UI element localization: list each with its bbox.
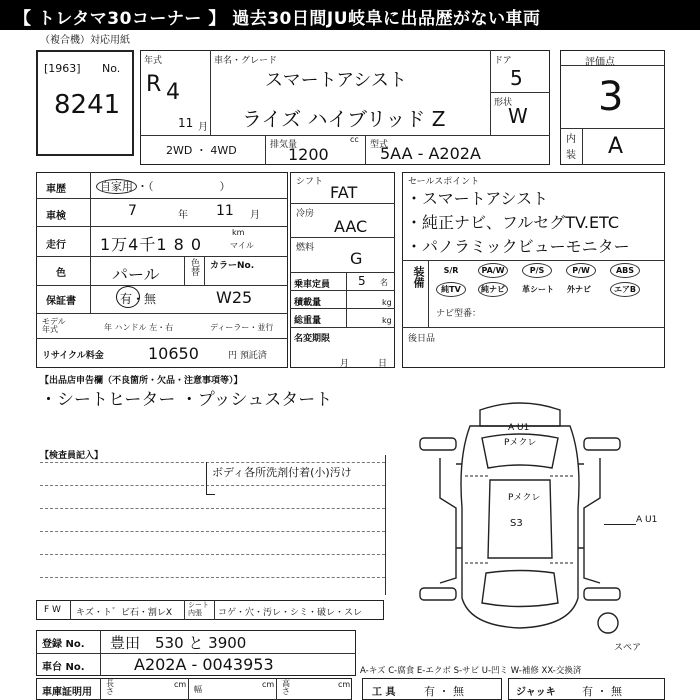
recycle-value: 10650 [148,344,199,363]
warranty-label: 保証書 [46,296,76,307]
sales-points-label: セールスポイント [408,177,480,187]
color-value: パール [112,265,160,284]
score-value: 3 [598,74,624,120]
cert-width-unit: cm [262,680,275,689]
score-label: 評価点 [585,57,615,68]
inspection-label: 車検 [46,211,66,222]
registration-label: 登録 No. [42,639,85,650]
lot-code: [1963] [44,62,81,75]
tools-label: 工 具 [372,687,396,698]
equip-airbag: エアB [610,282,640,297]
drive-type: 2WD ・ 4WD [166,144,237,157]
type-label: 型式 [370,140,389,150]
equip-leather: 革シート [522,285,554,294]
equip-tv: 純TV [436,282,466,297]
car-grade: ライズ ハイブリッド Z [242,107,446,131]
inspection-month-unit: 月 [250,210,260,221]
sales-point-3: ・パノラミックビューモニター [406,237,630,256]
model-year-year: 4 [166,80,180,105]
equip-pw: P/W [566,263,596,278]
mileage-label: 走行 [46,240,66,251]
equip-ext-navi: 外ナビ [567,285,591,294]
warranty-value: 有・無 [120,292,157,306]
mileage-value: 1万4千1 8 0 [100,235,203,254]
name-change-label: 名変期限 [294,334,331,344]
car-name-label: 車名・グレード [214,56,278,66]
equipment-label: 装備 [412,266,425,288]
interior-value: A [608,134,624,159]
displacement-value: 1200 [288,145,329,164]
cert-label: 車庫証明用 [42,687,92,698]
doors-value: 5 [510,66,523,90]
model-type-handle: 年 ハンドル 左・右 [104,323,174,332]
model-year-label: 年式 [144,56,163,66]
damage-mark-side: A U1 [636,515,658,525]
equip-navi: 純ナビ [478,282,508,297]
model-year-month-unit: 月 [198,122,208,133]
seat-label: シート 内張 [188,601,209,617]
color-label: 色 [56,268,66,279]
inspector-note-bracket [206,462,215,495]
jack-label: ジャッキ [516,687,556,698]
load-label: 積載量 [294,298,322,308]
warranty-circle [116,286,140,308]
displacement-label: 排気量 [270,140,298,150]
doors-label: ドア [494,56,512,66]
displacement-unit: cc [350,135,359,144]
colorno-value: W25 [216,288,253,307]
shift-label: シフト [296,177,324,187]
name-change-month: 月 [340,359,350,369]
inspection-year-unit: 年 [178,210,188,221]
fw-text: キズ・ト゛ビ石・割レX [76,608,172,618]
inspector-note: ボディ各所洗剤付着(小)汚け [212,466,352,479]
capacity-label: 乗車定員 [294,280,331,290]
sales-point-2: ・純正ナビ、フルセグTV.ETC [406,213,620,232]
inspection-year: 7 [128,203,137,219]
name-change-day: 日 [378,359,388,369]
chassis-label: 車台 No. [42,662,85,673]
declaration-text: ・シートヒーター ・プッシュスタート [40,390,333,410]
interior-label-2: 装 [566,150,576,161]
ac-value: AAC [334,217,368,236]
inspection-month: 11 [216,203,234,219]
cert-length: 長さ [106,679,114,696]
damage-mark-roof: Pメクレ [508,493,541,503]
mileage-km: km [232,228,245,237]
spare-label: スペア [614,643,642,653]
capacity-unit: 名 [380,278,388,287]
shape-value: W [508,104,528,128]
car-name: スマートアシスト [265,70,407,91]
cert-height: 高さ [282,679,290,696]
type-value: 5AA - A202A [380,144,481,163]
interior-label-1: 内 [566,134,576,145]
colorno-label: カラーNo. [210,261,255,271]
title-banner-text: 【 トレタマ30コーナー 】 過去30日間JU岐阜に出品歴がない車両 [14,9,541,29]
chassis-value: A202A - 0043953 [134,655,274,674]
equip-abs: ABS [610,263,640,278]
sheet-subtitle: （複合機）対応用紙 [40,35,130,46]
damage-mark-s3: S3 [510,518,523,529]
model-year-era: R [146,72,162,97]
registration-value: 豊田 530 と 3900 [110,634,247,652]
sales-point-1: ・スマートアシスト [406,189,549,208]
tools-value: 有 ・ 無 [424,685,464,698]
fw-label: F W [44,605,61,615]
history-label: 車歴 [46,184,66,195]
model-type-label: モデル年式 [42,317,66,334]
shift-value: FAT [330,183,358,202]
fuel-value: G [350,249,363,268]
equip-ps: P/S [522,263,552,278]
history-value: 自家用 ・（ ） [96,178,231,194]
ac-label: 冷房 [296,209,315,219]
gross-unit: kg [382,316,392,325]
cert-height-unit: cm [338,680,351,689]
declaration-label: 【出品店申告欄（不良箇所・欠品・注意事項等）】 [40,376,243,386]
fuel-label: 燃料 [296,243,315,253]
mileage-mile: マイル [230,241,254,250]
jack-value: 有 ・ 無 [582,685,622,698]
gross-label: 総重量 [294,316,322,326]
cert-length-unit: cm [174,680,187,689]
shape-label: 形状 [494,98,513,108]
color-change-label: 色替 [189,258,199,276]
equip-sr: S/R [443,266,459,275]
model-type-dealer: ディーラー・並行 [210,323,274,332]
load-unit: kg [382,298,392,307]
capacity-value: 5 [358,274,366,288]
model-year-month: 11 [178,116,194,130]
damage-mark-front: A U1 [508,423,530,433]
notes-label: 後日品 [408,334,436,344]
lot-no-label: No. [102,62,121,75]
equip-pa-w: PA/W [478,263,508,278]
damage-arrow [604,524,636,525]
navi-model-label: ナビ型番： [436,309,482,319]
recycle-unit: 円 預託済 [228,351,267,361]
seat-text: コゲ・穴・汚レ・シミ・破レ・スレ [218,608,363,618]
cert-width: 幅 [194,685,202,694]
lot-number: 8241 [54,90,121,120]
inspector-label: 【検査員記入】 [40,451,104,461]
damage-codes: A-キズ C-腐食 E-エクボ S-サビ U-凹ミ W-補修 XX-交換済 [360,666,582,676]
recycle-label: リサイクル料金 [42,351,104,361]
damage-mark-front-peel: Pメクレ [504,438,537,448]
